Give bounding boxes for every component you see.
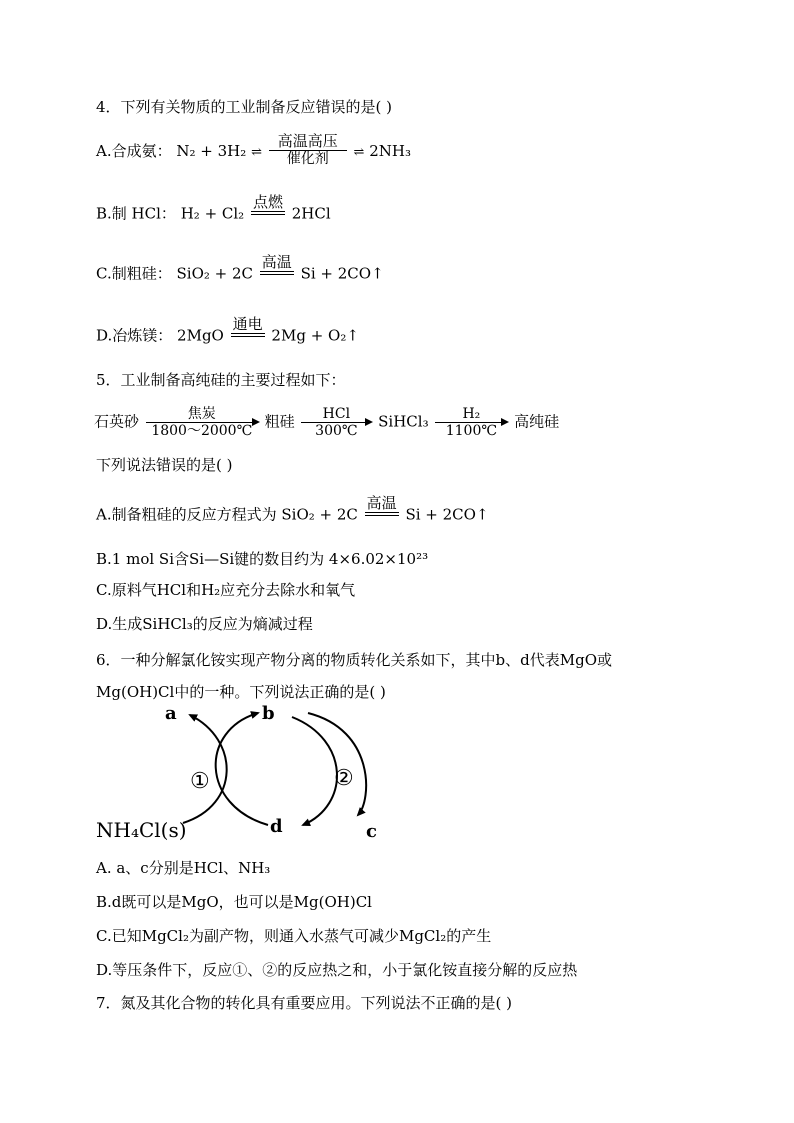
q4-d-condition: [231, 316, 265, 353]
q6-stem-line-2: Mg(OH)Cl中的一种。下列说法正确的是( ): [96, 683, 386, 701]
reversible-arrow-icon: ⇌: [251, 144, 262, 160]
q5-flow-a2-bottom: 300℃: [315, 423, 358, 439]
q4-b-condition: [251, 194, 285, 231]
q5-a-cond: 高温: [366, 494, 397, 512]
q6-option-b: B.d既可以是MgO，也可以是Mg(OH)Cl: [96, 893, 372, 911]
q5-a-rhs: Si + 2CO↑: [405, 505, 489, 524]
q5-a-condition: [365, 495, 399, 532]
q5-ask: 下列说法错误的是( ): [96, 456, 233, 474]
q5-flow-a2-top: HCl: [322, 406, 351, 422]
q4-a-cond-bottom: 催化剂: [286, 151, 329, 167]
q4-a-lhs: N₂ + 3H₂: [176, 142, 247, 160]
q6-stem-line-1: 6．一种分解氯化铵实现产物分离的物质转化关系如下，其中b、d代表MgO或: [96, 651, 613, 669]
q4-c-lhs: SiO₂ + 2C: [176, 264, 254, 283]
q5-flow-s2: 粗硅: [264, 412, 295, 431]
q4-a-cond-top: 高温高压: [277, 132, 338, 150]
q4-b-prefix: B.制 HCl：: [96, 204, 176, 223]
q4-d-lhs: 2MgO: [177, 326, 224, 345]
diagram-label-b: b: [262, 705, 275, 724]
q4-a-prefix: A.合成氨：: [96, 142, 172, 160]
q4-option-d: [96, 315, 359, 355]
q4-a-rhs: 2NH₃: [369, 142, 411, 160]
q4-b-rhs: 2HCl: [291, 204, 331, 223]
q4-c-cond: 高温: [261, 253, 292, 271]
q5-option-b: B.1 mol Si含Si—Si键的数目约为 4×6.02×10²³: [96, 550, 429, 568]
q6-cycle-diagram: [90, 705, 400, 845]
q5-option-a: [96, 494, 489, 534]
q5-flow-arrow-3: [435, 406, 507, 439]
arrow-b-to-d: [292, 717, 337, 825]
diagram-label-2: ②: [334, 766, 354, 791]
q5-flow-a1-top: 焦炭: [187, 406, 216, 422]
q5-flow-a1-bottom: 1800～2000℃: [151, 423, 253, 439]
diagram-label-c: c: [366, 821, 377, 842]
q4-c-prefix: C.制粗硅：: [96, 264, 172, 283]
q4-option-c: [96, 253, 384, 293]
diagram-label-1: ①: [190, 769, 210, 794]
q4-d-prefix: D.冶炼镁：: [96, 326, 173, 345]
q6-option-c: C.已知MgCl₂为副产物，则通入水蒸气可减少MgCl₂的产生: [96, 927, 492, 945]
arrow-b-to-c: [308, 713, 366, 815]
q5-flow-arrow-2: [301, 406, 371, 439]
q5-flow-arrow-1: [146, 406, 258, 439]
q4-d-cond: 通电: [232, 315, 263, 333]
q4-stem: 4．下列有关物质的工业制备反应错误的是( ): [96, 98, 393, 116]
reversible-arrow-icon: ⇌: [353, 144, 365, 160]
diagram-label-d: d: [270, 816, 283, 837]
q4-d-rhs: 2Mg + O₂↑: [271, 326, 359, 345]
q6-option-d: D.等压条件下，反应①、②的反应热之和，小于氯化铵直接分解的反应热: [96, 961, 578, 979]
q4-a-condition: [269, 133, 347, 167]
q5-option-c: C.原料气HCl和H₂应充分去除水和氧气: [96, 581, 356, 599]
q4-c-rhs: Si + 2CO↑: [300, 264, 384, 283]
q6-option-a: A. a、c分别是HCl、NH₃: [96, 859, 271, 877]
q5-flow: [94, 406, 559, 439]
q5-stem: 5．工业制备高纯硅的主要过程如下：: [96, 371, 346, 389]
q5-option-d: D.生成SiHCl₃的反应为熵减过程: [96, 615, 313, 633]
q4-c-condition: [260, 254, 294, 291]
q5-a-prefix: A.制备粗硅的反应方程式为 SiO₂ + 2C: [96, 505, 358, 524]
diagram-label-a: a: [165, 705, 177, 724]
q4-b-cond: 点燃: [252, 193, 283, 211]
diagram-label-reactant: NH₄Cl(s): [96, 818, 187, 842]
q7-stem: 7．氮及其化合物的转化具有重要应用。下列说法不正确的是( ): [96, 994, 513, 1012]
q4-b-lhs: H₂ + Cl₂: [180, 204, 245, 223]
q5-flow-s1: 石英砂: [94, 412, 140, 431]
q5-flow-a3-top: H₂: [462, 406, 481, 422]
q5-flow-a3-bottom: 1100℃: [445, 423, 498, 439]
q4-option-b: [96, 193, 331, 233]
arrow-d-to-b: [216, 713, 268, 825]
q4-option-a: [96, 132, 411, 169]
q5-flow-s3: SiHCl₃: [378, 412, 429, 431]
q5-flow-s4: 高纯硅: [514, 412, 560, 431]
